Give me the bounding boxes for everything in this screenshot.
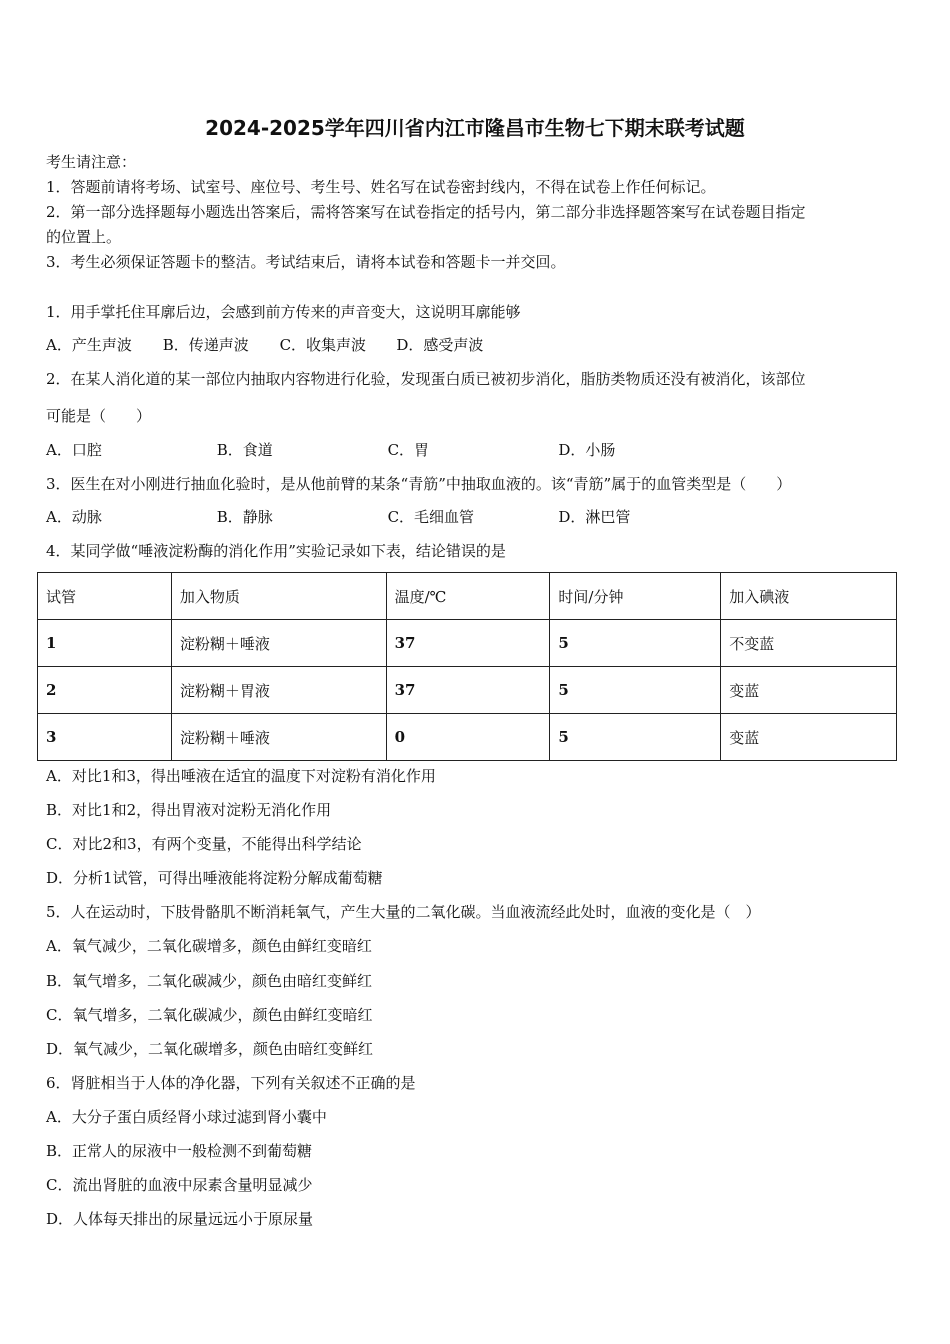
table-cell: 5 [550, 620, 721, 667]
table-header: 加入碘液 [721, 573, 897, 620]
table-cell: 5 [550, 714, 721, 761]
option: A．氧气减少，二氧化碳增多，颜色由鲜红变暗红 [46, 937, 372, 955]
notice-item: 1．答题前请将考场、试室号、座位号、考生号、姓名写在试卷密封线内，不得在试卷上作任何标记。 [46, 178, 716, 196]
option: C．胃 [387, 441, 430, 459]
option: B．氧气增多，二氧化碳减少，颜色由暗红变鲜红 [46, 972, 373, 990]
option: D．分析1试管，可得出唾液能将淀粉分解成葡萄糖 [46, 869, 383, 887]
option-row [46, 335, 508, 355]
experiment-table [37, 572, 897, 761]
option: A．产生声波 [46, 336, 132, 354]
question-stem: 4．某同学做“唾液淀粉酶的消化作用”实验记录如下表，结论错误的是 [46, 542, 506, 560]
option: B．静脉 [216, 508, 273, 526]
table-cell: 变蓝 [721, 714, 897, 761]
question-stem: 6．肾脏相当于人体的净化器，下列有关叙述不正确的是 [46, 1074, 416, 1092]
option: C．氧气增多，二氧化碳减少，颜色由鲜红变暗红 [46, 1006, 373, 1024]
question-stem: 3．医生在对小刚进行抽血化验时，是从他前臂的某条“青筋”中抽取血液的。该“青筋”属于的血管类型是（ ） [46, 475, 792, 493]
option-row [46, 440, 724, 460]
notice-heading: 考生请注意： [46, 153, 137, 171]
table-cell: 5 [550, 667, 721, 714]
option: C．收集声波 [279, 336, 367, 354]
table-cell: 0 [386, 714, 550, 761]
table-cell: 变蓝 [721, 667, 897, 714]
question-stem-continued: 可能是（ ） [46, 407, 152, 425]
table-header: 温度/℃ [386, 573, 550, 620]
table-header: 加入物质 [171, 573, 386, 620]
option: B．食道 [216, 441, 273, 459]
question-stem: 1．用手掌托住耳廓后边，会感到前方传来的声音变大，这说明耳廓能够 [46, 303, 521, 321]
table-header: 时间/分钟 [550, 573, 721, 620]
table-row [38, 667, 897, 714]
option: B．正常人的尿液中一般检测不到葡萄糖 [46, 1142, 313, 1160]
option-row [46, 507, 724, 527]
option: C．流出肾脏的血液中尿素含量明显减少 [46, 1176, 313, 1194]
option: C．对比2和3，有两个变量，不能得出科学结论 [46, 835, 362, 853]
table-header-row [38, 573, 897, 620]
option: A．大分子蛋白质经肾小球过滤到肾小囊中 [46, 1108, 327, 1126]
option: D．氧气减少，二氧化碳增多，颜色由暗红变鲜红 [46, 1040, 374, 1058]
table-cell: 1 [38, 620, 172, 667]
option: D．感受声波 [396, 336, 484, 354]
table-row [38, 620, 897, 667]
table-cell: 不变蓝 [721, 620, 897, 667]
notice-item: 2．第一部分选择题每小题选出答案后，需将答案写在试卷指定的括号内，第二部分非选择题答案写在试卷题目指定 [46, 203, 806, 221]
table-header: 试管 [38, 573, 172, 620]
page-title: 2024-2025学年四川省内江市隆昌市生物七下期末联考试题 [205, 116, 745, 140]
table-row [38, 714, 897, 761]
table-cell: 3 [38, 714, 172, 761]
option: C．毛细血管 [387, 508, 475, 526]
notice-item: 3．考生必须保证答题卡的整洁。考试结束后，请将本试卷和答题卡一并交回。 [46, 253, 566, 271]
question-stem: 2．在某人消化道的某一部位内抽取内容物进行化验，发现蛋白质已被初步消化，脂肪类物质还没有被消化，该部位 [46, 370, 806, 388]
option: D．淋巴管 [558, 508, 631, 526]
table-cell: 2 [38, 667, 172, 714]
option: D．小肠 [558, 441, 616, 459]
table-cell: 37 [386, 620, 550, 667]
question-stem: 5．人在运动时，下肢骨骼肌不断消耗氧气，产生大量的二氧化碳。当血液流经此处时，血液的变化是（ ） [46, 903, 761, 921]
notice-item: 的位置上。 [46, 228, 122, 246]
table-cell: 淀粉糊＋唾液 [171, 620, 386, 667]
table-cell: 淀粉糊＋胃液 [171, 667, 386, 714]
table-cell: 淀粉糊＋唾液 [171, 714, 386, 761]
option: B．传递声波 [162, 336, 249, 354]
option: A．口腔 [46, 441, 102, 459]
option: B．对比1和2，得出胃液对淀粉无消化作用 [46, 801, 332, 819]
option: D．人体每天排出的尿量远远小于原尿量 [46, 1210, 314, 1228]
table-cell: 37 [386, 667, 550, 714]
option: A．对比1和3，得出唾液在适宜的温度下对淀粉有消化作用 [46, 767, 436, 785]
option: A．动脉 [46, 508, 102, 526]
